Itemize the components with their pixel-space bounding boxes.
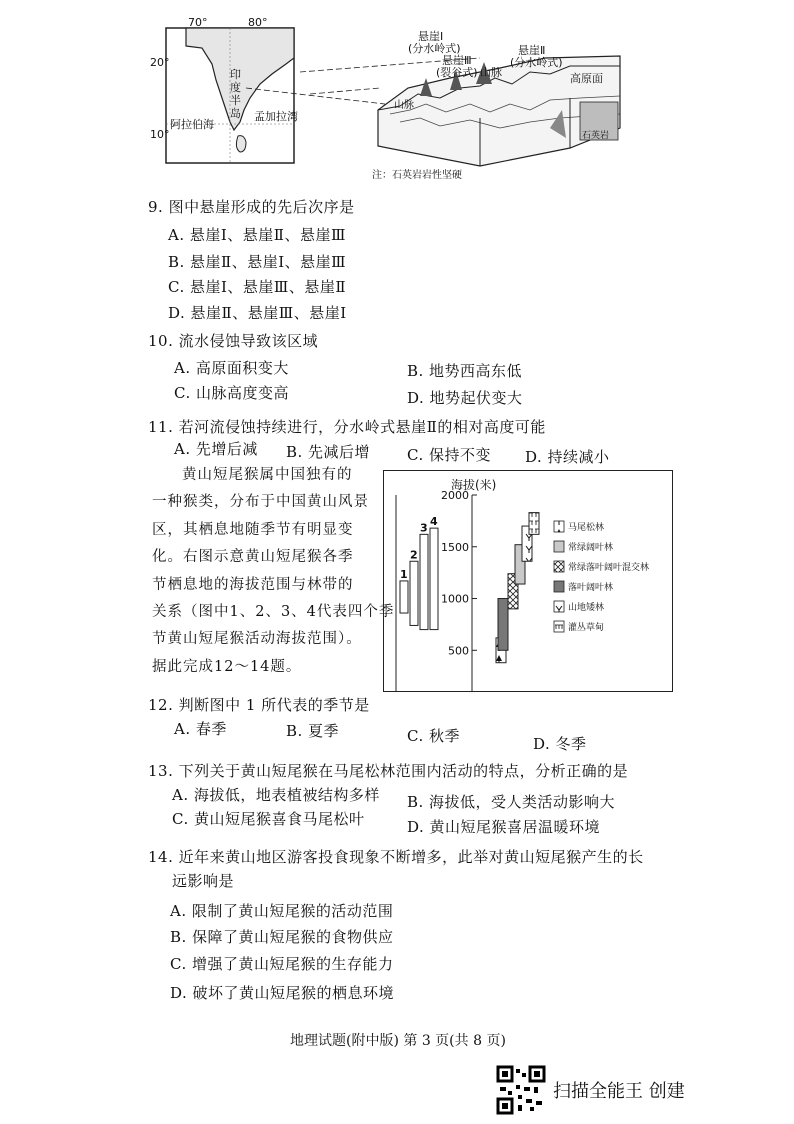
map-label-bengal: 孟加拉湾 [254, 110, 298, 123]
passage-line: 黄山短尾猴属中国独有的 [182, 467, 353, 483]
y-tick-label: 500 [448, 644, 469, 658]
legend-label: 山地矮林 [568, 603, 605, 613]
page-footer: 地理试题(附中版) 第 3 页(共 8 页) [290, 1033, 506, 1049]
q9-stem: 9. 图中悬崖形成的先后次序是 [148, 198, 355, 216]
q13-option-d: D. 黄山短尾猴喜居温暖环境 [407, 818, 601, 836]
q12-option-c: C. 秋季 [407, 727, 460, 745]
scanner-watermark: 扫描全能王 创建 [553, 1081, 685, 1102]
passage-line: 一种猴类，分布于中国黄山风景 [152, 494, 369, 511]
q9-option-c: C. 悬崖Ⅰ、悬崖Ⅲ、悬崖Ⅱ [168, 278, 347, 296]
season-label-4: 4 [430, 515, 438, 529]
q12-stem: 12. 判断图中 1 所代表的季节是 [148, 696, 370, 714]
lon-label-70: 70° [188, 16, 208, 29]
passage-line: 据此完成12～14题。 [152, 658, 302, 675]
q10-stem: 10. 流水侵蚀导致该区域 [148, 332, 319, 350]
passage-line: 节栖息地的海拔范围与林带的 [152, 576, 354, 593]
label-cliff1-sub: (分水岭式) [408, 42, 461, 55]
q12-option-b: B. 夏季 [286, 722, 340, 740]
legend-swatch [554, 541, 564, 552]
passage [152, 462, 395, 681]
q10-option-d: D. 地势起伏变大 [407, 389, 523, 407]
forest-belt-bar [498, 599, 508, 651]
passage-line: 节黄山短尾猴活动海拔范围）。 [152, 631, 362, 648]
label-mountain: 山脉 [480, 66, 502, 79]
chart-ylabel: 海拔(米) [451, 478, 497, 492]
q11-option-a: A. 先增后减 [174, 440, 258, 458]
season-bar-1 [400, 581, 408, 613]
label-cliff2-sub: (分水岭式) [510, 56, 563, 69]
q11-option-c: C. 保持不变 [407, 446, 491, 464]
q14-option-c: C. 增强了黄山短尾猴的生存能力 [170, 955, 394, 973]
legend-swatch [554, 581, 564, 592]
passage-line: 化。右图示意黄山短尾猴各季 [152, 549, 354, 566]
season-bar-4 [430, 528, 438, 629]
lon-label-80: 80° [248, 16, 268, 29]
forest-belt-bar [529, 513, 539, 535]
season-bar-3 [420, 534, 428, 629]
q14-option-b: B. 保障了黄山短尾猴的食物供应 [170, 928, 394, 946]
q11-stem: 11. 若河流侵蚀持续进行，分水岭式悬崖Ⅱ的相对高度可能 [148, 418, 546, 436]
altitude-axis [441, 489, 477, 691]
season-label-3: 3 [420, 521, 428, 535]
label-cliff2: 悬崖Ⅱ [518, 44, 546, 57]
q14-option-d: D. 破坏了黄山短尾猴的栖息环境 [170, 984, 395, 1002]
legend-swatch [554, 601, 564, 612]
q12-option-d: D. 冬季 [533, 735, 587, 753]
legend-swatch [554, 521, 564, 532]
label-plateau: 高原面 [570, 72, 603, 85]
map-label-india: 印度半岛 [230, 68, 241, 120]
q14-stem-continued: 远影响是 [172, 872, 235, 890]
label-cliff1: 悬崖Ⅰ [418, 30, 444, 43]
passage-line: 关系（图中1、2、3、4代表四个季 [152, 604, 395, 621]
q11-option-d: D. 持续减小 [525, 448, 610, 466]
top-figure [150, 18, 650, 188]
q10-option-a: A. 高原面积变大 [174, 359, 289, 377]
season-bars [400, 515, 438, 629]
lat-label-10: 10° [150, 128, 170, 141]
forest-belt-bars [496, 513, 539, 663]
q9-option-b: B. 悬崖Ⅱ、悬崖Ⅰ、悬崖Ⅲ [168, 253, 347, 271]
q14-option-a: A. 限制了黄山短尾猴的活动范围 [170, 902, 394, 920]
chart-legend [554, 521, 649, 633]
q10-option-c: C. 山脉高度变高 [174, 384, 289, 402]
q13-option-b: B. 海拔低，受人类活动影响大 [407, 793, 616, 811]
legend-label: 常绿落叶阔叶混交林 [568, 563, 650, 573]
label-cliff3-sub: (裂谷式) [436, 66, 478, 79]
passage-line: 区，其栖息地随季节有明显变 [152, 521, 354, 538]
legend-label: 马尾松林 [568, 523, 605, 533]
q11-option-b: B. 先减后增 [286, 443, 371, 461]
q10-option-b: B. 地势西高东低 [407, 362, 523, 380]
q13-stem: 13. 下列关于黄山短尾猴在马尾松林范围内活动的特点，分析正确的是 [148, 762, 629, 780]
altitude-chart-svg [384, 471, 672, 691]
qr-code-icon [496, 1065, 546, 1115]
legend-swatch [554, 621, 564, 632]
season-label-2: 2 [410, 548, 418, 562]
legend-label: 落叶阔叶林 [568, 583, 614, 593]
label-cliff3: 悬崖Ⅲ [442, 54, 472, 67]
legend-label: 灌丛草甸 [568, 623, 605, 633]
legend-label: 常绿阔叶林 [568, 543, 614, 553]
q14-stem: 14. 近年来黄山地区游客投食现象不断增多，此举对黄山短尾猴产生的长 [148, 848, 644, 866]
map-label-arabian: 阿拉伯海 [170, 118, 214, 131]
y-tick-label: 2000 [441, 489, 469, 502]
q9-option-a: A. 悬崖Ⅰ、悬崖Ⅱ、悬崖Ⅲ [168, 226, 346, 244]
q9-option-d: D. 悬崖Ⅱ、悬崖Ⅲ、悬崖Ⅰ [168, 304, 347, 322]
figure-note: 注：石英岩岩性坚硬 [372, 170, 462, 181]
legend-swatch [554, 561, 564, 572]
q12-option-a: A. 春季 [174, 720, 227, 738]
q13-option-a: A. 海拔低，地表植被结构多样 [172, 786, 380, 804]
y-tick-label: 1500 [441, 540, 469, 554]
season-bar-2 [410, 561, 418, 625]
altitude-chart [383, 470, 673, 692]
label-rock: 石英岩 [582, 131, 610, 141]
season-label-1: 1 [400, 567, 408, 581]
y-tick-label: 1000 [441, 592, 469, 606]
lat-label-20: 20° [150, 56, 170, 69]
label-mountain-left: 山脉 [394, 100, 414, 111]
q13-option-c: C. 黄山短尾猴喜食马尾松叶 [172, 810, 365, 828]
